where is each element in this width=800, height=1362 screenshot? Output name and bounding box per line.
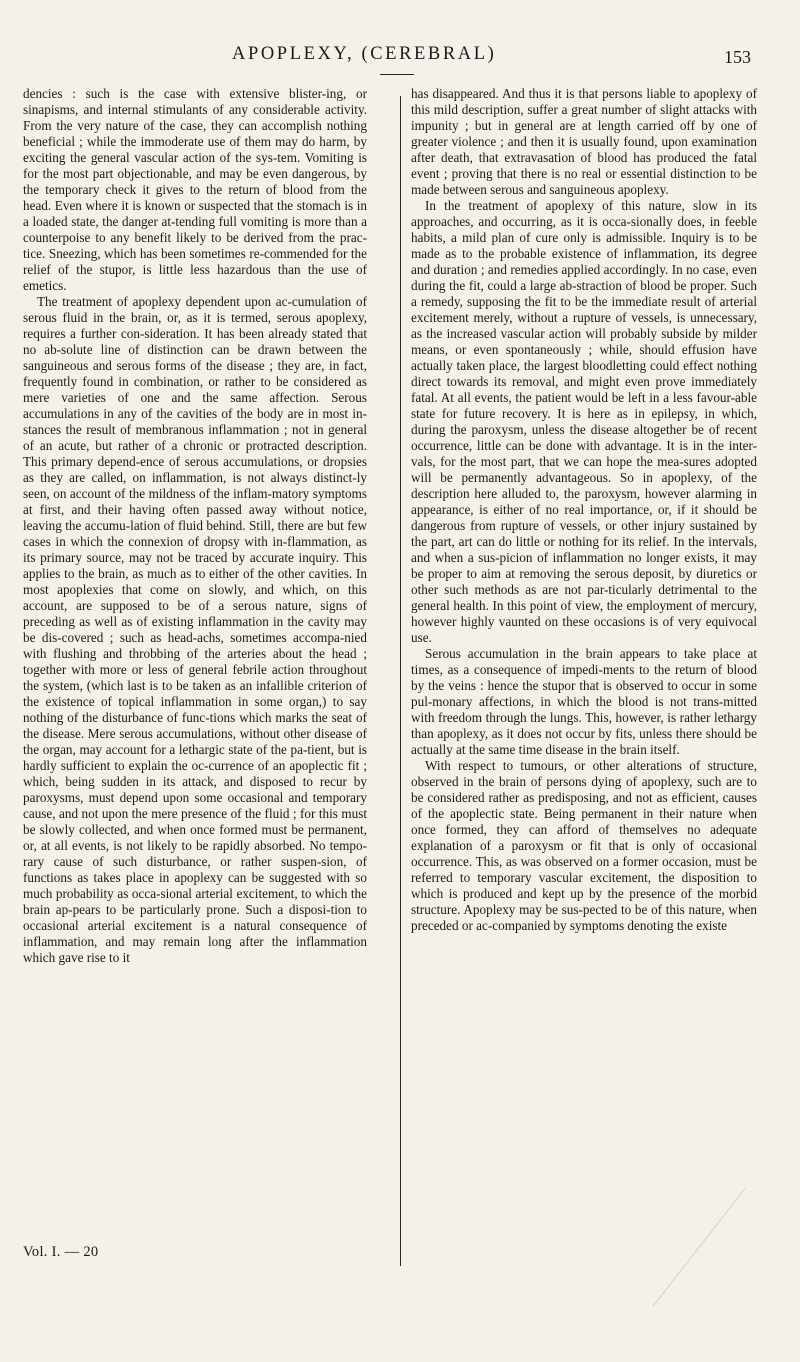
left-column <box>23 86 367 966</box>
page-crease <box>652 1188 800 1362</box>
paragraph: Serous accumulation in the brain appears to take place at times, as a consequence of impedi-ments to the return of blood by the veins : hence the stupor that is observed to occur in some pul-monary affections, in which the blood is not trans-mitted with freedom through the lungs. This, however, is rather lethargy than apoplexy, as it does not occur by fits, unless there should be actually at the same time disease in the brain itself. <box>411 646 757 757</box>
paragraph: has disappeared. And thus it is that persons liable to apoplexy of this mild description, suffer a great number of slight attacks with impunity ; but in general are at length carried off by one of greater violence ; and then it is usually found, upon examination after death, that extravasation of blood has produced the fatal event ; proving that there is no real or essential distinction to be made between serous and sanguineous apoplexy. <box>411 86 757 197</box>
page-number: 153 <box>724 47 751 67</box>
running-title: APOPLEXY, (CEREBRAL) <box>232 44 497 64</box>
paragraph: dencies : such is the case with extensive blister-ing, or sinapisms, and internal stimulants of any considerable activity. From the very nature of the case, they can accomplish nothing beneficial ; while the immoderate use of them may do harm, by exciting the general vascular action of the sys-tem. Vomiting is for the most part objectionable, and may be even dangerous, by the temporary check it gives to the return of blood from the head. Even where it is known or suspected that the stomach is in a loaded state, the danger at-tending full vomiting is more than a counterpoise to any benefit likely to be derived from the prac-tice. Sneezing, which has been sometimes re-commended for the relief of the stupor, is little less hazardous than the use of emetics. <box>23 86 367 293</box>
running-head <box>0 44 800 74</box>
right-column <box>411 86 757 934</box>
head-ornament <box>380 74 414 77</box>
column-divider <box>400 96 401 1266</box>
signature-mark: Vol. I. — 20 <box>23 1244 99 1260</box>
paragraph: With respect to tumours, or other alterations of structure, observed in the brain of persons dying of apoplexy, such are to be considered rather as predisposing, and not as efficient, causes of the apoplectic state. Being permanent in their nature when once formed, they can afford of themselves no adequate explanation of a paroxysm or fit that is only of occasional occurrence. This, as was observed on a former occasion, must be referred to temporary vascular excitement, the disposition to which is produced and kept up by the presence of the morbid structure. Apoplexy may be sus-pected to be of this nature, when preceded or ac-companied by symptoms denoting the existe <box>411 758 757 933</box>
paragraph: In the treatment of apoplexy of this nature, slow in its approaches, and occurring, as it is occa-sionally does, in feeble habits, a mild plan of cure only is admissible. Inquiry is to be made as to the probable existence of inflammation, its degree and duration ; and remedies applied accordingly. In no case, even during the fit, could a large ab-straction of blood be proper. Such a remedy, supposing the fit to be the immediate result of arterial excitement merely, without a rupture of vessels, is unnecessary, as the increased vascular action will probably subside by milder means, or even spontaneously ; while, should effusion have actually taken place, the largest bloodletting could effect nothing direct towards its removal, and might even prove immediately fatal. At all events, the patient would be left in a less favour-able state for future recovery. It is here as in epilepsy, in which, during the paroxysm, unless the disease altogether be of recent occurrence, little can be done with advantage. It is in the inter-vals, for the most part, that we can hope the mea-sures adopted will be permanently advantageous. So in apoplexy, of the description here alluded to, the paroxysm, however alarming in appearance, is either of no real importance, or, if it should be dangerous from rupture of vessels, or other injury sustained by the part, art can do little or nothing for its relief. In the intervals, and when a sus-picion of inflammation no longer exists, it may be proper to aim at removing the serous deposit, by diuretics or other such methods as are not par-ticularly detrimental to the general health. In this point of view, the employment of mercury, however highly vaunted on these occasions is of very equivocal use. <box>411 198 757 645</box>
paragraph: The treatment of apoplexy dependent upon ac-cumulation of serous fluid in the brain, or, as it is termed, serous apoplexy, requires a further con-sideration. It has been already stated that no ab-solute line of distinction can be drawn between the sanguineous and serous forms of the disease ; they are, in fact, frequently found in combination, or rather to be considered as mere varieties of one and the same affection. Serous accumulations in any of the cavities of the body are in most in-stances the result of membranous inflammation ; not in general of an acute, but rather of a chronic or protracted description. This primary depend-ence of serous accumulations, or dropsies as they are called, on inflammation, is not always distinct-ly seen, on account of the mildness of the inflam-matory symptoms at first, and their having often passed away without notice, leaving the accumu-lation of fluid behind. Still, there are but few cases in which the connexion of dropsy with in-flammation, as its primary source, may not be traced by accurate inquiry. This applies to the brain, as much as to either of the other cavities. In most apoplexies that come on slowly, and which, on this account, are supposed to be of a serous nature, signs of preceding as well as of existing inflammation in the cavity may be dis-covered ; such as head-achs, sometimes accompa-nied with flushing and throbbing of the arteries about the head ; together with more or less of general febrile action throughout the system, (which last is to be taken as an infallible criterion of the existence of topical inflammation in some organ,) to say nothing of the disturbance of func-tions which marks the seat of the disease. Mere serous accumulations, without other disease of the organ, may account for a lethargic state of the pa-tient, but is hardly sufficient to explain the oc-currence of an apoplectic fit ; which, being sudden in its attack, and disposed to recur by paroxysms, must depend upon some occasional and temporary cause, and not upon the mere presence of the fluid ; for this must be slowly collected, and when once formed must be permanent, or, at all events, is not likely to be rapidly absorbed. No tempo-rary cause of such disturbance, or rather suspen-sion, of functions as takes place in apoplexy can be suggested with so much probability as occa-sional arterial excitement, to which the brain ap-pears to be particularly prone. Such a disposi-tion to occasional arterial excitement is a natural consequence of inflammation, and may remain long after the inflammation which gave rise to it <box>23 294 367 965</box>
